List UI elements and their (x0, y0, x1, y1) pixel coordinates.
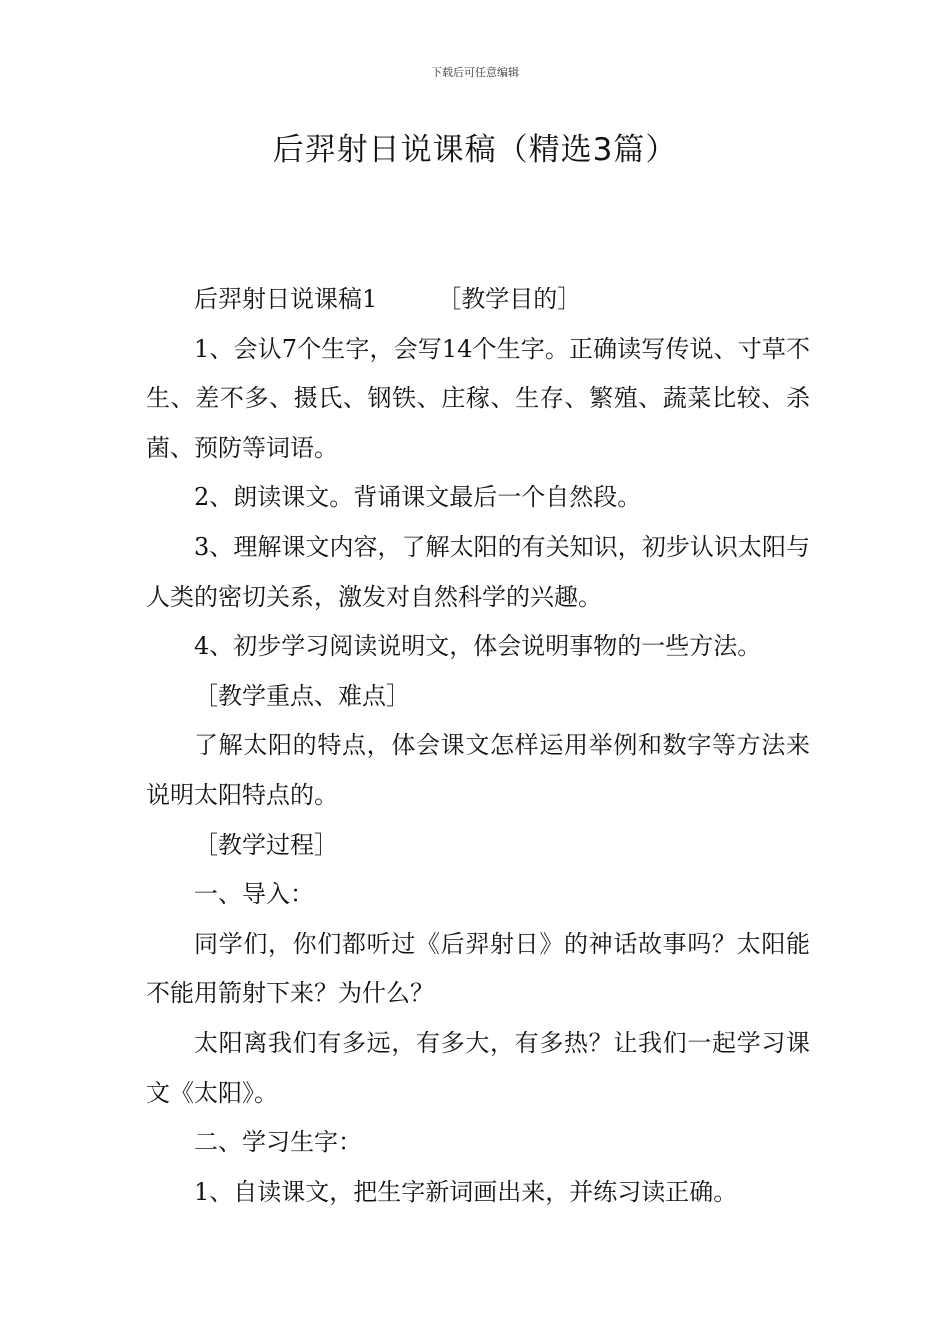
paragraph: 同学们，你们都听过《后羿射日》的神话故事吗？太阳能不能用箭射下来？为什么？ (146, 929, 810, 1008)
paragraph: 3、理解课文内容，了解太阳的有关知识，初步认识太阳与人类的密切关系，激发对自然科学的兴趣。 (146, 532, 810, 611)
page-header-note: 下载后可任意编辑 (431, 66, 519, 79)
document-body (146, 275, 810, 1217)
heading-learn-characters: 二、学习生字： (194, 1128, 362, 1157)
heading-teaching-process: ［教学过程］ (194, 830, 338, 859)
paragraph: 4、初步学习阅读说明文，体会说明事物的一些方法。 (194, 632, 762, 661)
paragraph: 1、会认7个生字，会写14个生字。正确读写传说、寸草不生、差不多、摄氏、钢铁、庄稼、生存、繁殖、蔬菜比较、杀菌、预防等词语。 (146, 334, 810, 462)
paragraph: 太阳离我们有多远，有多大，有多热？让我们一起学习课文《太阳》。 (146, 1028, 810, 1107)
heading-introduction: 一、导入： (194, 880, 314, 909)
paragraph: 2、朗读课文。背诵课文最后一个自然段。 (194, 483, 642, 512)
paragraph: 1、自读课文，把生字新词画出来，并练习读正确。 (194, 1177, 738, 1206)
paragraph: 了解太阳的特点，体会课文怎样运用举例和数字等方法来说明太阳特点的。 (146, 731, 810, 809)
heading-key-points: ［教学重点、难点］ (194, 681, 410, 710)
document-title: 后羿射日说课稿（精选3篇） (272, 132, 678, 168)
section-title: 后羿射日说课稿1 (194, 285, 378, 313)
section-title-line (146, 275, 810, 325)
section-heading: ［教学目的］ (437, 285, 582, 313)
